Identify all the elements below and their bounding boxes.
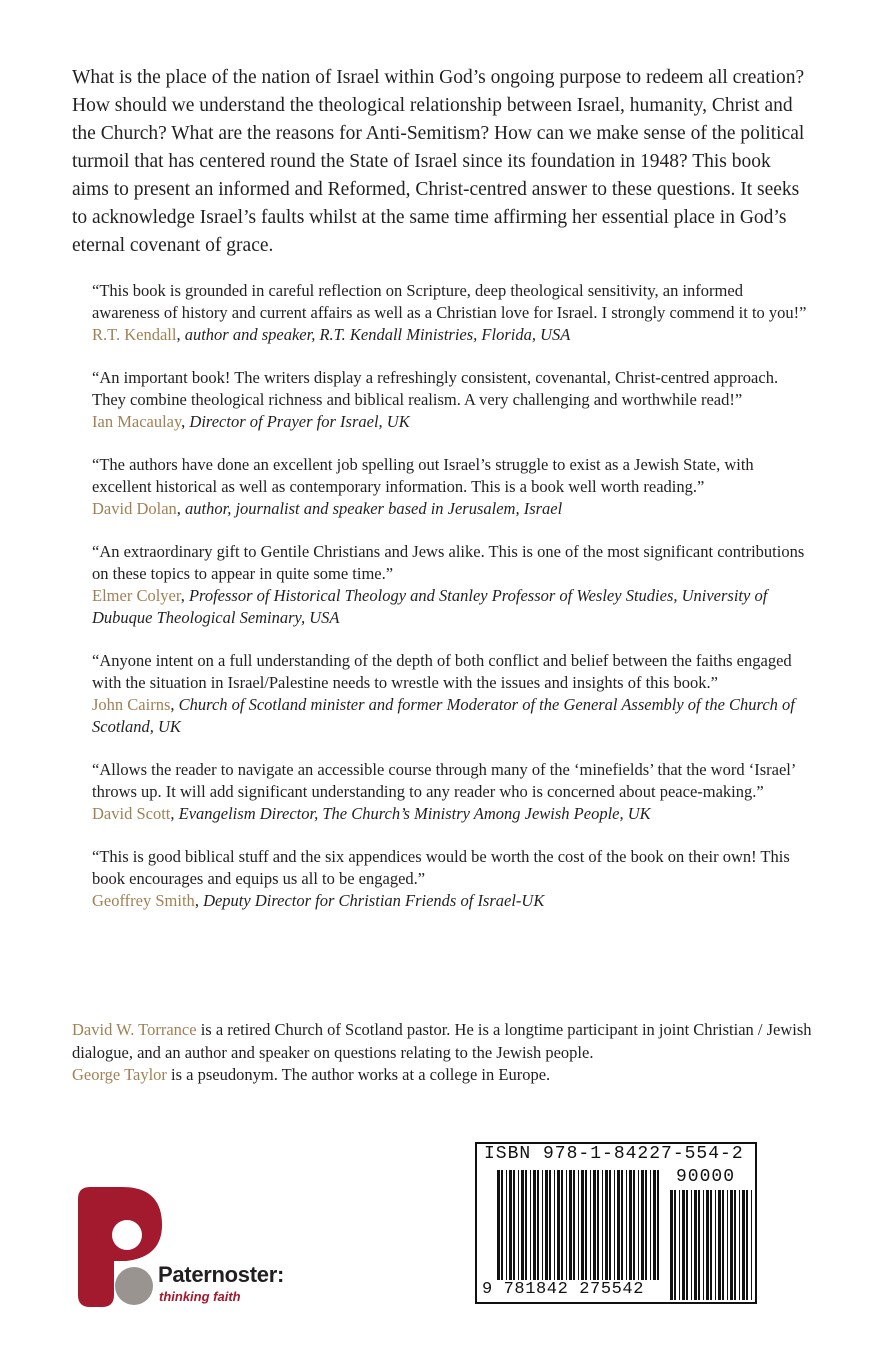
price-code: 90000 xyxy=(676,1167,736,1187)
author-name: David W. Torrance xyxy=(72,1020,197,1039)
endorser-role: author, journalist and speaker based in Jerusalem, Israel xyxy=(185,499,563,518)
endorser-role: author and speaker, R.T. Kendall Ministries, Florida, USA xyxy=(184,325,571,344)
endorsement-source: David Scott, Evangelism Director, The Church’s Ministry Among Jewish People, UK xyxy=(92,804,651,823)
endorsement-text: “The authors have done an excellent job spelling out Israel’s struggle to exist as a Jewish State, with excellent historical as well as contemporary information. This is a book well worth reading.” xyxy=(92,455,754,496)
isbn-label: ISBN 978-1-84227-554-2 xyxy=(484,1144,744,1164)
endorsement xyxy=(92,759,812,825)
endorser-role: Evangelism Director, The Church’s Ministry Among Jewish People, UK xyxy=(178,804,651,823)
endorsement xyxy=(92,650,812,738)
endorsement xyxy=(92,367,812,433)
endorsement xyxy=(92,280,812,346)
endorsement xyxy=(92,454,812,520)
publisher-name: Paternoster: xyxy=(158,1262,284,1287)
endorsement-text: “This is good biblical stuff and the six appendices would be worth the cost of the book on their own! This book encourages and equips us all to be engaged.” xyxy=(92,847,790,888)
endorsement-source: Elmer Colyer, Professor of Historical Theology and Stanley Professor of Wesley Studies, University of Dubuque Theological Seminary, USA xyxy=(92,586,768,627)
endorser-name: Elmer Colyer xyxy=(92,586,181,605)
endorsements-list xyxy=(92,280,812,933)
endorser-role: Deputy Director for Christian Friends of Israel-UK xyxy=(203,891,545,910)
endorser-name: David Scott xyxy=(92,804,171,823)
endorser-name: Ian Macaulay xyxy=(92,412,182,431)
endorser-name: Geoffrey Smith xyxy=(92,891,195,910)
endorsement-source: Ian Macaulay, Director of Prayer for Israel, UK xyxy=(92,412,410,431)
endorsement xyxy=(92,541,812,629)
endorsement-text: “This book is grounded in careful reflection on Scripture, deep theological sensitivity, an informed awareness of history and current affairs as well as a Christian love for Israel. I strongly commend it to you!” xyxy=(92,281,807,322)
endorsement-source: R.T. Kendall, author and speaker, R.T. Kendall Ministries, Florida, USA xyxy=(92,325,571,344)
endorser-role: Church of Scotland minister and former Moderator of the General Assembly of the Church of Scotland, UK xyxy=(92,695,795,736)
endorser-name: John Cairns xyxy=(92,695,171,714)
author-bio: is a retired Church of Scotland pastor. He is a longtime participant in joint Christian / Jewish dialogue, and an author and speaker on questions relating to the Jewish people. xyxy=(72,1020,812,1062)
endorsement-source: David Dolan, author, journalist and speaker based in Jerusalem, Israel xyxy=(92,499,563,518)
back-cover-blurb: What is the place of the nation of Israel within God’s ongoing purpose to redeem all creation? How should we understand the theological relationship between Israel, humanity, Christ and the Church? What are the reasons for Anti-Semitism? How can we make sense of the political turmoil that has centered round the State of Israel since its foundation in 1948? This book aims to present an informed and Reformed, Christ-centred answer to these questions. It seeks to acknowledge Israel’s faults whilst at the same time affirming her essential place in God’s eternal covenant of grace. xyxy=(72,67,805,256)
endorsement xyxy=(92,846,812,912)
endorser-name: David Dolan xyxy=(92,499,177,518)
publisher-tagline: thinking faith xyxy=(159,1289,241,1304)
endorser-name: R.T. Kendall xyxy=(92,325,177,344)
endorsement-text: “An important book! The writers display a refreshingly consistent, covenantal, Christ-centred approach. They combine theological richness and biblical realism. A very challenging and worthwhile read!” xyxy=(92,368,779,409)
endorser-role: Professor of Historical Theology and Stanley Professor of Wesley Studies, University of Dubuque Theological Seminary, USA xyxy=(92,586,768,627)
author-name: George Taylor xyxy=(72,1065,167,1084)
endorsement-text: “An extraordinary gift to Gentile Christians and Jews alike. This is one of the most significant contributions on these topics to appear in quite some time.” xyxy=(92,542,805,583)
endorsement-source: Geoffrey Smith, Deputy Director for Christian Friends of Israel-UK xyxy=(92,891,545,910)
endorsement-text: “Allows the reader to navigate an accessible course through many of the ‘minefields’ that the word ‘Israel’ throws up. It will add significant understanding to any reader who is concerned about peace-making.” xyxy=(92,760,796,801)
author-bio: is a pseudonym. The author works at a college in Europe. xyxy=(171,1065,551,1084)
author-bios xyxy=(72,1019,812,1087)
ean-digits: 9 781842 275542 xyxy=(482,1280,645,1299)
endorser-role: Director of Prayer for Israel, UK xyxy=(189,412,410,431)
endorsement-source: John Cairns, Church of Scotland minister and former Moderator of the General Assembly of the Church of Scotland, UK xyxy=(92,695,795,736)
endorsement-text: “Anyone intent on a full understanding of the depth of both conflict and belief between the faiths engaged with the situation in Israel/Palestine needs to wrestle with the issues and insights of this book.” xyxy=(92,651,792,692)
